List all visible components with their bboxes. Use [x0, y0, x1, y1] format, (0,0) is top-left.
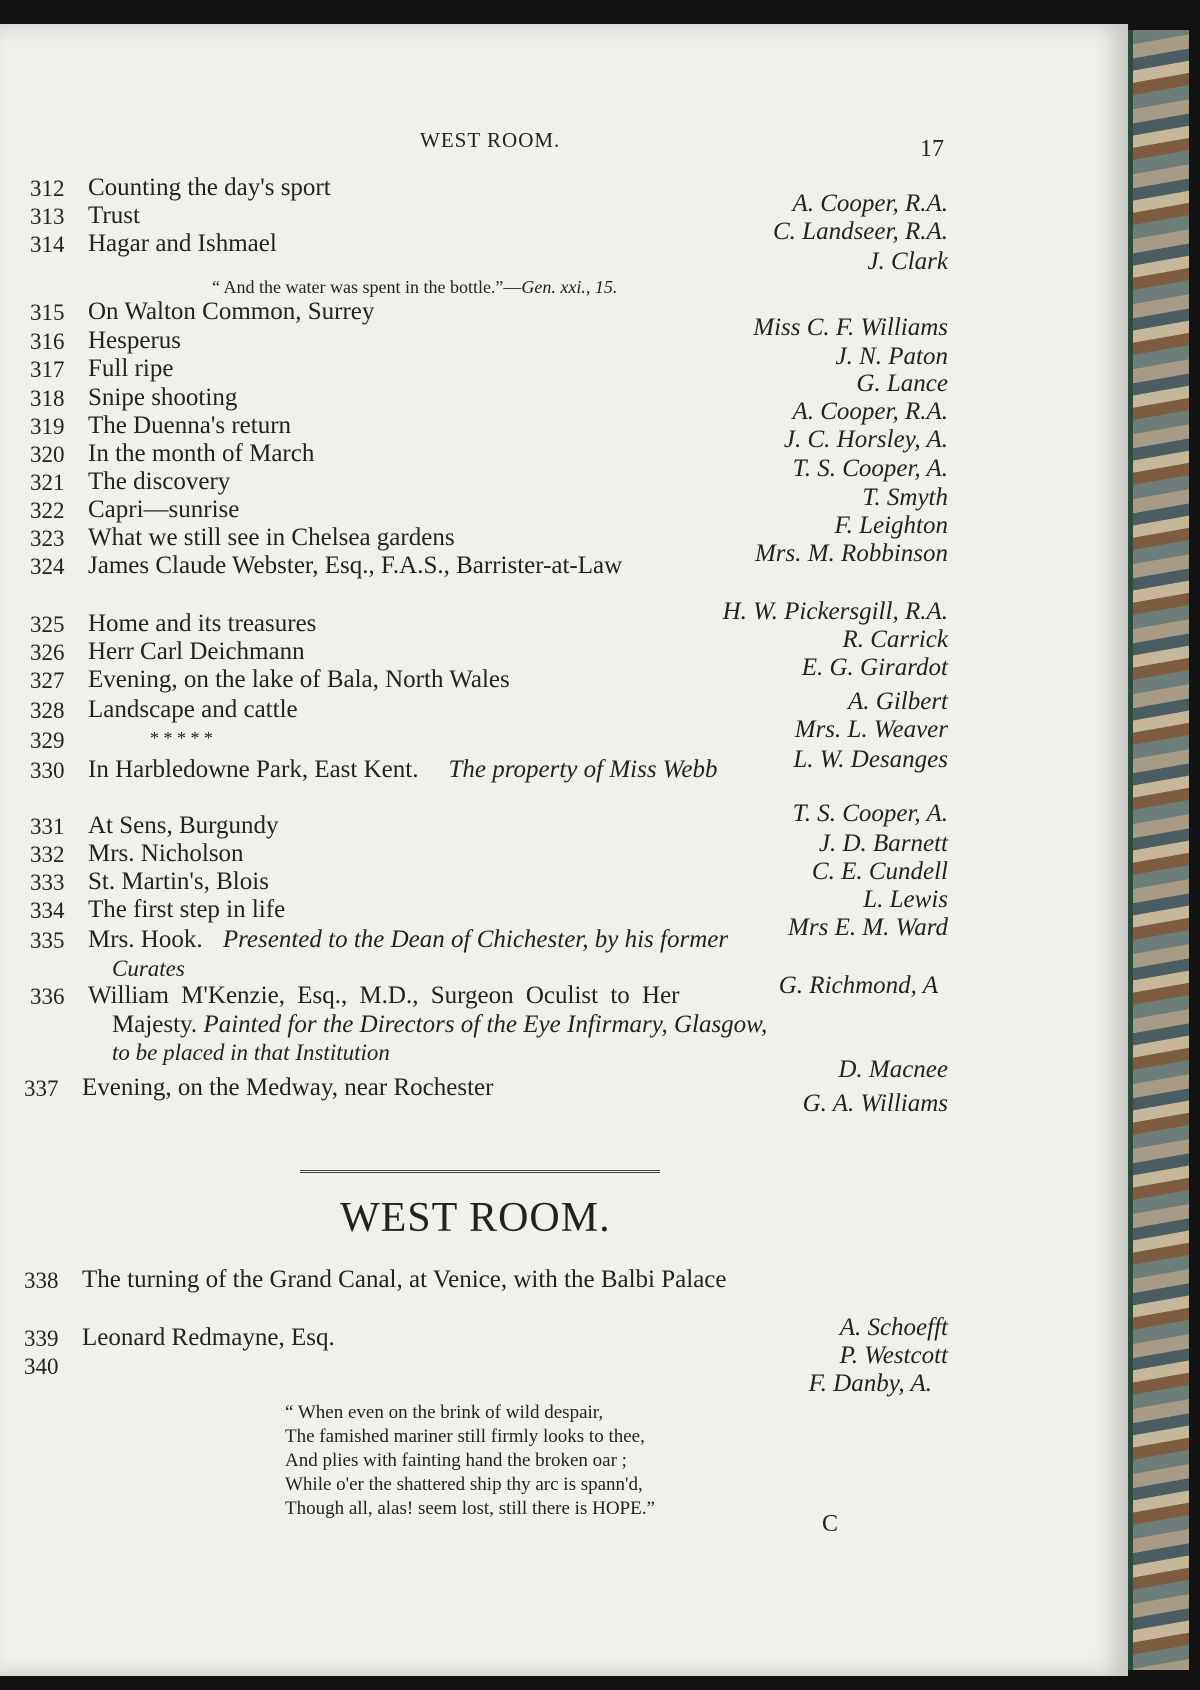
- entry-title: James Claude Webster, Esq., F.A.S., Barrister-at-Law: [88, 552, 623, 579]
- entry-number: 338: [24, 1268, 59, 1293]
- entry-artist: A. Cooper, R.A.: [792, 190, 948, 217]
- entry-artist: T. Smyth: [862, 484, 948, 511]
- entry-number: 320: [30, 442, 65, 467]
- entry-title: Evening, on the Medway, near Rochester: [82, 1074, 494, 1101]
- entry-title: Herr Carl Deichmann: [88, 638, 305, 665]
- entry-artist: C. E. Cundell: [811, 858, 948, 885]
- entry-title: Landscape and cattle: [88, 696, 298, 723]
- section-rule: [300, 1170, 660, 1176]
- entry-artist: Mrs. L. Weaver: [794, 716, 948, 743]
- entry-number: 321: [30, 470, 65, 495]
- entry-number: 329: [30, 728, 65, 753]
- entry-artist: Miss C. F. Williams: [753, 314, 948, 341]
- entry-number: 315: [30, 300, 65, 325]
- entry-artist: Mrs E. M. Ward: [788, 914, 948, 941]
- entry-number: 331: [30, 814, 65, 839]
- entry-title: Home and its treasures: [88, 610, 317, 637]
- entry-number: 340: [24, 1354, 59, 1379]
- entry-artist: G. A. Williams: [802, 1090, 948, 1117]
- marbled-binding: [1128, 30, 1189, 1670]
- entry-number: 318: [30, 386, 65, 411]
- entry-title-note: to be placed in that Institution: [112, 1040, 390, 1065]
- entry-number: 325: [30, 612, 65, 637]
- entry-number: 334: [30, 898, 65, 923]
- entry-artist: C. Landseer, R.A.: [773, 218, 948, 245]
- entry-number: 326: [30, 640, 65, 665]
- poem-line: And plies with fainting hand the broken oar ;: [285, 1450, 627, 1471]
- entry-artist: A. Gilbert: [848, 688, 948, 715]
- poem-line: The famished mariner still firmly looks to thee,: [285, 1426, 645, 1447]
- entry-title: Mrs. Nicholson: [88, 840, 244, 867]
- entry-title: The discovery: [88, 468, 231, 495]
- entry-artist: J. C. Horsley, A.: [783, 426, 948, 453]
- entry-number: 323: [30, 526, 65, 551]
- entry-artist: G. Richmond, A: [778, 972, 938, 999]
- entry-title-line: Majesty. Painted for the Directors of the Eye Infirmary, Glasgow,: [112, 1011, 768, 1038]
- entry-title: Hagar and Ishmael: [88, 230, 277, 257]
- entry-number: 324: [30, 554, 65, 579]
- entry-artist: E. G. Girardot: [801, 654, 948, 681]
- entry-title: The turning of the Grand Canal, at Venice, with the Balbi Palace: [82, 1266, 727, 1293]
- entry-title: What we still see in Chelsea gardens: [88, 524, 455, 551]
- entry-title-note: Curates: [112, 956, 185, 981]
- entry-number: 314: [30, 232, 65, 257]
- entry-quotation: “ And the water was spent in the bottle.”—Gen. xxi., 15.: [212, 277, 618, 297]
- entry-artist: L. Lewis: [863, 886, 948, 913]
- entry-title: Snipe shooting: [88, 384, 238, 411]
- entry-artist: A. Schoefft: [839, 1314, 948, 1341]
- entry-artist: T. S. Cooper, A.: [792, 455, 948, 482]
- running-header: WEST ROOM.: [420, 128, 561, 152]
- entry-number: 327: [30, 668, 65, 693]
- poem-line: While o'er the shattered ship thy arc is spann'd,: [285, 1474, 643, 1495]
- entry-artist: J. N. Paton: [835, 343, 948, 370]
- signature-mark: C: [822, 1511, 839, 1537]
- entry-artist: F. Danby, A.: [808, 1370, 932, 1397]
- entry-artist: L. W. Desanges: [793, 746, 948, 773]
- entry-artist: D. Macnee: [838, 1056, 948, 1083]
- entry-artist: G. Lance: [856, 370, 948, 397]
- entry-title: At Sens, Burgundy: [88, 812, 279, 839]
- section-heading: WEST ROOM.: [340, 1195, 611, 1241]
- entry-title: In Harbledowne Park, East Kent. The property of Miss Webb: [88, 756, 718, 783]
- entry-title: William M'Kenzie, Esq., M.D., Surgeon Oculist to Her: [88, 982, 680, 1009]
- entry-title: St. Martin's, Blois: [88, 868, 269, 895]
- entry-title: Leonard Redmayne, Esq.: [82, 1324, 335, 1351]
- entry-number: 339: [24, 1326, 59, 1351]
- entry-number: 337: [24, 1076, 59, 1101]
- entry-artist: R. Carrick: [842, 626, 948, 653]
- entry-title: The Duenna's return: [88, 412, 292, 439]
- entry-number: 319: [30, 414, 65, 439]
- entry-number: 313: [30, 204, 65, 229]
- book-page: [0, 24, 1128, 1676]
- entry-title: Capri—sunrise: [88, 496, 240, 523]
- entry-artist: Mrs. M. Robbinson: [754, 540, 948, 567]
- entry-title: Evening, on the lake of Bala, North Wales: [88, 666, 510, 693]
- entry-title: Mrs. Hook. Presented to the Dean of Chichester, by his former: [88, 926, 729, 953]
- entry-artist: F. Leighton: [834, 512, 948, 539]
- entry-title: Hesperus: [88, 327, 182, 354]
- entry-number: 317: [30, 357, 65, 382]
- entry-artist: T. S. Cooper, A.: [792, 800, 948, 827]
- entry-artist: P. Westcott: [839, 1342, 948, 1369]
- entry-number: 328: [30, 698, 65, 723]
- poem-line: Though all, alas! seem lost, still there is HOPE.”: [285, 1498, 655, 1519]
- entry-title: Counting the day's sport: [88, 174, 331, 201]
- entry-title: In the month of March: [88, 440, 315, 467]
- entry-number: 312: [30, 176, 65, 201]
- entry-number: 333: [30, 870, 65, 895]
- entry-artist: J. D. Barnett: [818, 830, 948, 857]
- poem-line: “ When even on the brink of wild despair,: [285, 1402, 604, 1423]
- entry-artist: H. W. Pickersgill, R.A.: [722, 598, 948, 625]
- entry-title: On Walton Common, Surrey: [88, 298, 375, 325]
- entry-title: Full ripe: [88, 355, 174, 382]
- entry-number: 330: [30, 758, 65, 783]
- entry-number: 335: [30, 928, 65, 953]
- page-number: 17: [920, 136, 944, 162]
- entry-artist: A. Cooper, R.A.: [792, 398, 948, 425]
- entry-number: 322: [30, 498, 65, 523]
- entry-number: 336: [30, 984, 65, 1009]
- entry-title: The first step in life: [88, 896, 286, 923]
- entry-number: 332: [30, 842, 65, 867]
- entry-title: * * * * *: [150, 728, 213, 748]
- entry-title: Trust: [88, 202, 140, 229]
- entry-artist: J. Clark: [867, 248, 948, 275]
- entry-number: 316: [30, 329, 65, 354]
